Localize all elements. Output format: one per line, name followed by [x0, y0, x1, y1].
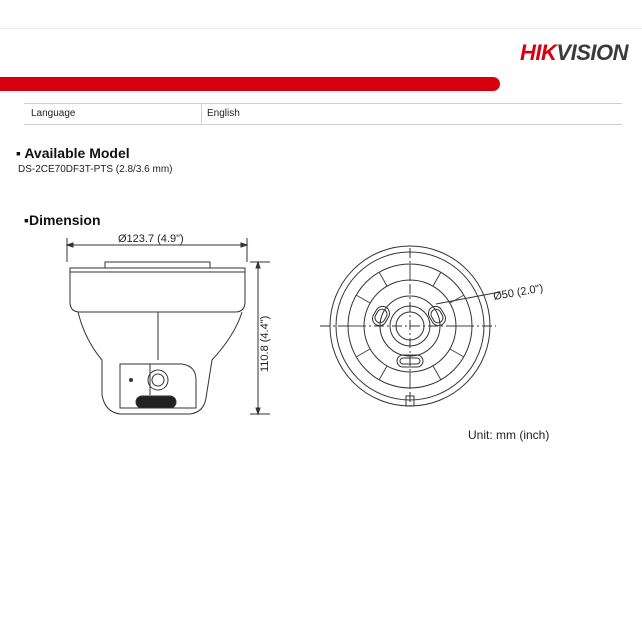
- side-view: [67, 238, 270, 414]
- dimension-heading: ▪Dimension: [24, 212, 101, 228]
- bullet-icon: ▪: [24, 212, 29, 228]
- available-model-heading: ▪ Available Model: [16, 145, 130, 161]
- bottom-view: [320, 246, 500, 406]
- width-dimension-label: Ø123.7 (4.9"): [118, 233, 184, 245]
- bullet-icon: ▪: [16, 145, 21, 161]
- hikvision-logo: HIKVISION: [520, 40, 628, 65]
- base-diameter-label: Ø50 (2.0"): [492, 282, 545, 303]
- height-dimension-label: 110.8 (4.4"): [259, 315, 271, 372]
- spec-value-language: English: [207, 108, 240, 119]
- unit-note: Unit: mm (inch): [468, 428, 550, 442]
- spec-label-language: Language: [24, 104, 202, 124]
- model-number: DS-2CE70DF3T-PTS (2.8/3.6 mm): [18, 164, 173, 175]
